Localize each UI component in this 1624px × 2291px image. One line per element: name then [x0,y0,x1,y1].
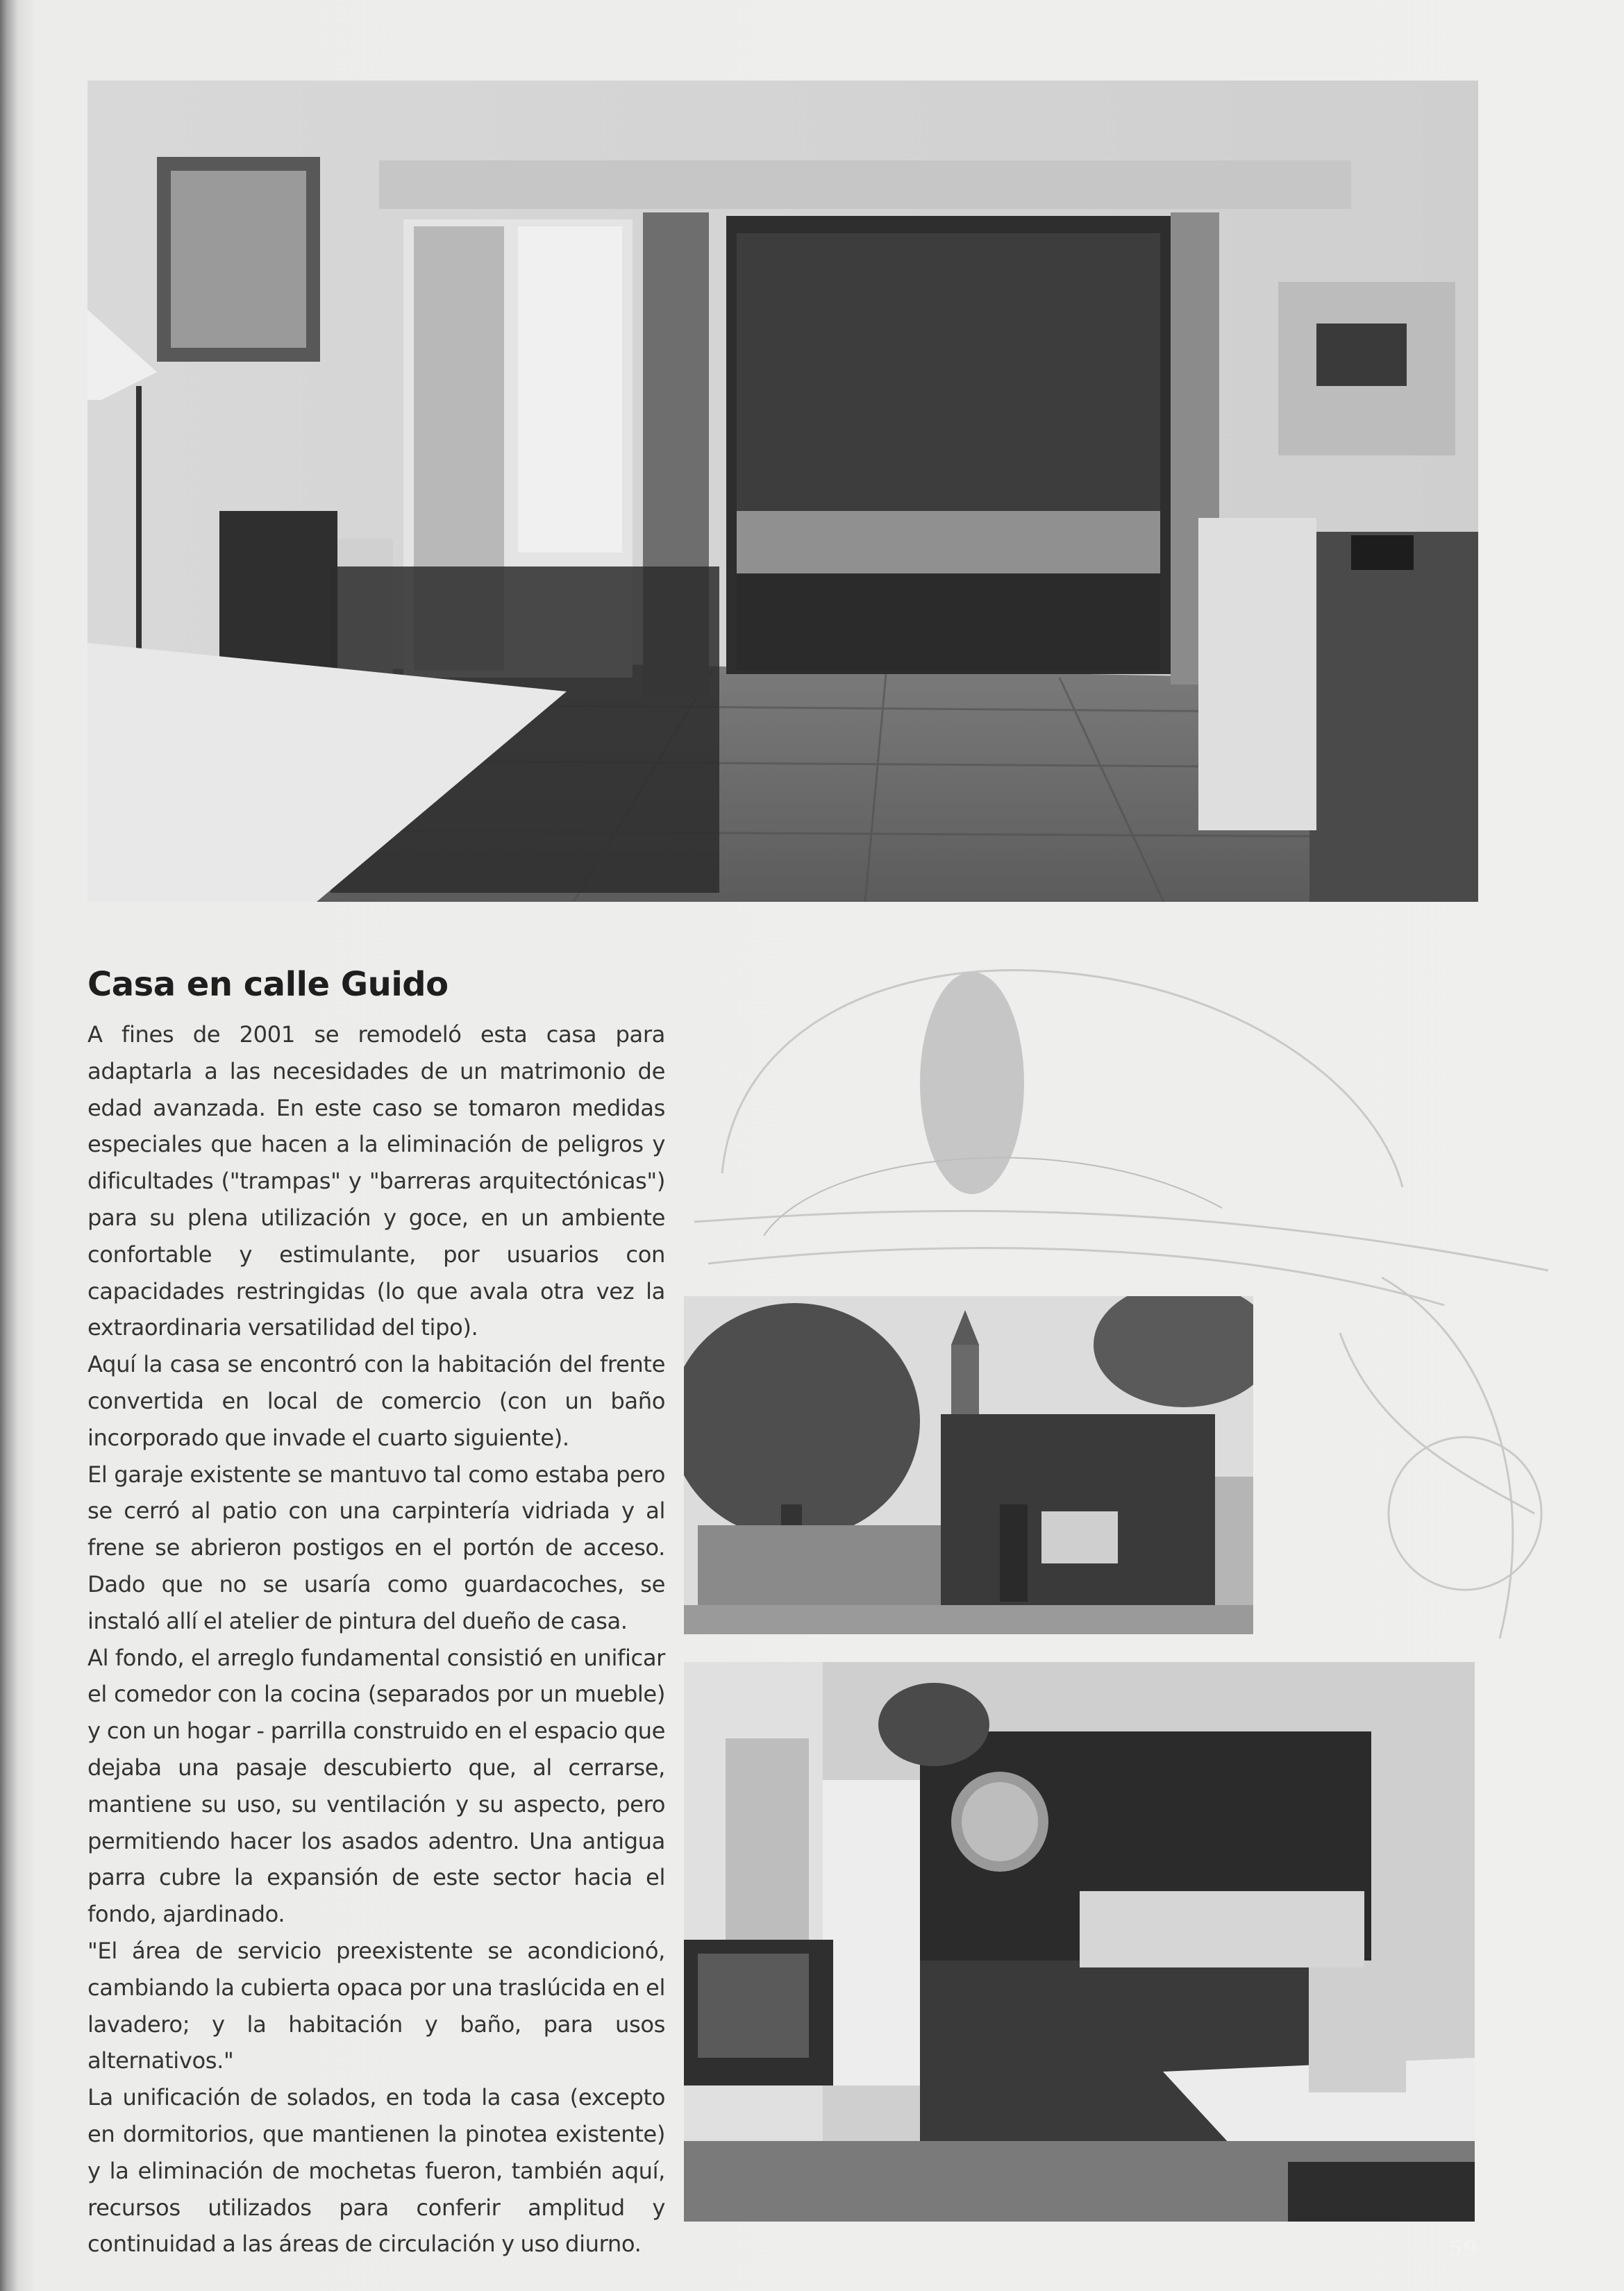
dining-room-with-grill-photo [87,81,1478,902]
article-paragraph: "El área de servicio preexistente se acondicionó, cambiando la cubierta opaca por una traslúcida en el lavadero; y la habitación y baño, para usos alternativos." [87,1937,665,2074]
article-paragraph: La unificación de solados, en toda la casa (excepto en dormitorios, que mantienen la pinotea existente) y la eliminación de mochetas fueron, también aquí, recursos utilizados para conferir amplitud y continuidad a las áreas de circulación y uso diurno. [87,2084,665,2258]
article-paragraph: Aquí la casa se encontró con la habitación del frente convertida en local de comercio (con un baño incorporado que invade el cuarto siguiente). [87,1351,665,1451]
house-facade-street-photo [684,1296,1253,1634]
page-number: 59 [1448,2237,1477,2261]
article-paragraph: El garaje existente se mantuvo tal como estaba pero se cerró al patio con una carpintería vidriada y al frene se abrieron postigos en el portón de acceso. Dado que no se usaría como guardacoches, se instaló allí el atelier de pintura del dueño de casa. [87,1461,665,1634]
article-paragraph: A fines de 2001 se remodeló esta casa para adaptarla a las necesidades de un matrimonio de edad avanzada. En este caso se tomaron medidas especiales que hacen a la eliminación de peligros y dificultades ("trampas" y "barreras arquitectónicas") para su plena utilización y goce, en un ambiente confortable y estimulante, por usuarios con capacidades restringidas (lo que avala otra vez la extraordinaria versatilidad del tipo). [87,1021,665,1341]
article-paragraph: Al fondo, el arreglo fundamental consistió en unificar el comedor con la cocina (separados por un mueble) y con un hogar - parrilla construido en el espacio que dejaba una pasaje descubierto que, al cerrarse, mantiene su uso, su ventilación y su aspecto, pero permitiendo hacer los asados adentro. Una antigua parra cubre la expansión de este sector hacia el fondo, ajardinado. [87,1644,665,1928]
kitchen-dining-photo [684,1662,1475,2222]
article-body [87,965,665,2263]
article-title: Casa en calle Guido [87,965,449,1004]
